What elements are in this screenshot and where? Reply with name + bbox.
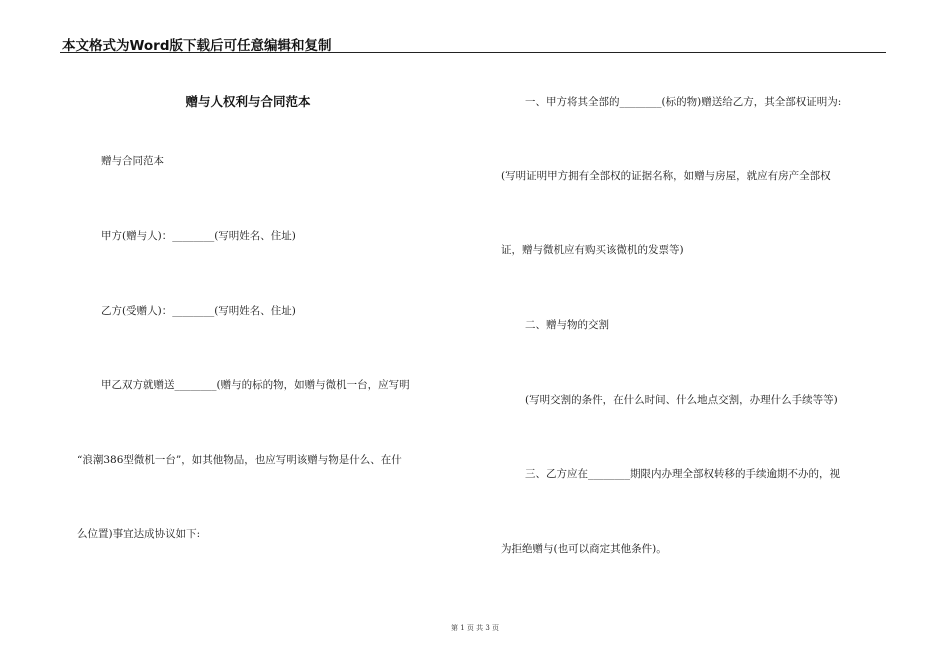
left-paragraph-5: “浪潮386型微机一台”，如其他物品，也应写明该赠与物是什么、在什 [77, 454, 402, 466]
header-divider [60, 52, 886, 53]
document-title: 赠与人权利与合同范本 [185, 94, 311, 109]
right-paragraph-3: 证，赠与微机应有购买该微机的发票等) [501, 244, 684, 256]
left-paragraph-1: 赠与合同范本 [101, 155, 164, 167]
left-paragraph-3: 乙方(受赠人)：________(写明姓名、住址) [101, 305, 296, 317]
document-header-banner: 本文格式为Word版下载后可任意编辑和复制 [62, 38, 332, 54]
right-paragraph-7: 为拒绝赠与(也可以商定其他条件)。 [501, 543, 667, 555]
left-paragraph-2: 甲方(赠与人)：________(写明姓名、住址) [101, 230, 296, 242]
left-paragraph-4: 甲乙双方就赠送________(赠与的标的物，如赠与微机一台，应写明 [101, 379, 410, 391]
right-paragraph-1: 一、甲方将其全部的________(标的物)赠送给乙方，其全部权证明为: [525, 96, 842, 108]
right-paragraph-5: (写明交割的条件，在什么时间、什么地点交割，办理什么手续等等) [525, 394, 838, 406]
right-paragraph-6: 三、乙方应在________期限内办理全部权转移的手续逾期不办的，视 [525, 468, 840, 480]
right-paragraph-4: 二、赠与物的交割 [525, 319, 609, 331]
page-number: 第 1 页 共 3 页 [450, 624, 500, 632]
right-paragraph-2: (写明证明甲方拥有全部权的证据名称，如赠与房屋，就应有房产全部权 [501, 170, 831, 182]
left-paragraph-6: 么位置)事宜达成协议如下: [77, 528, 201, 540]
